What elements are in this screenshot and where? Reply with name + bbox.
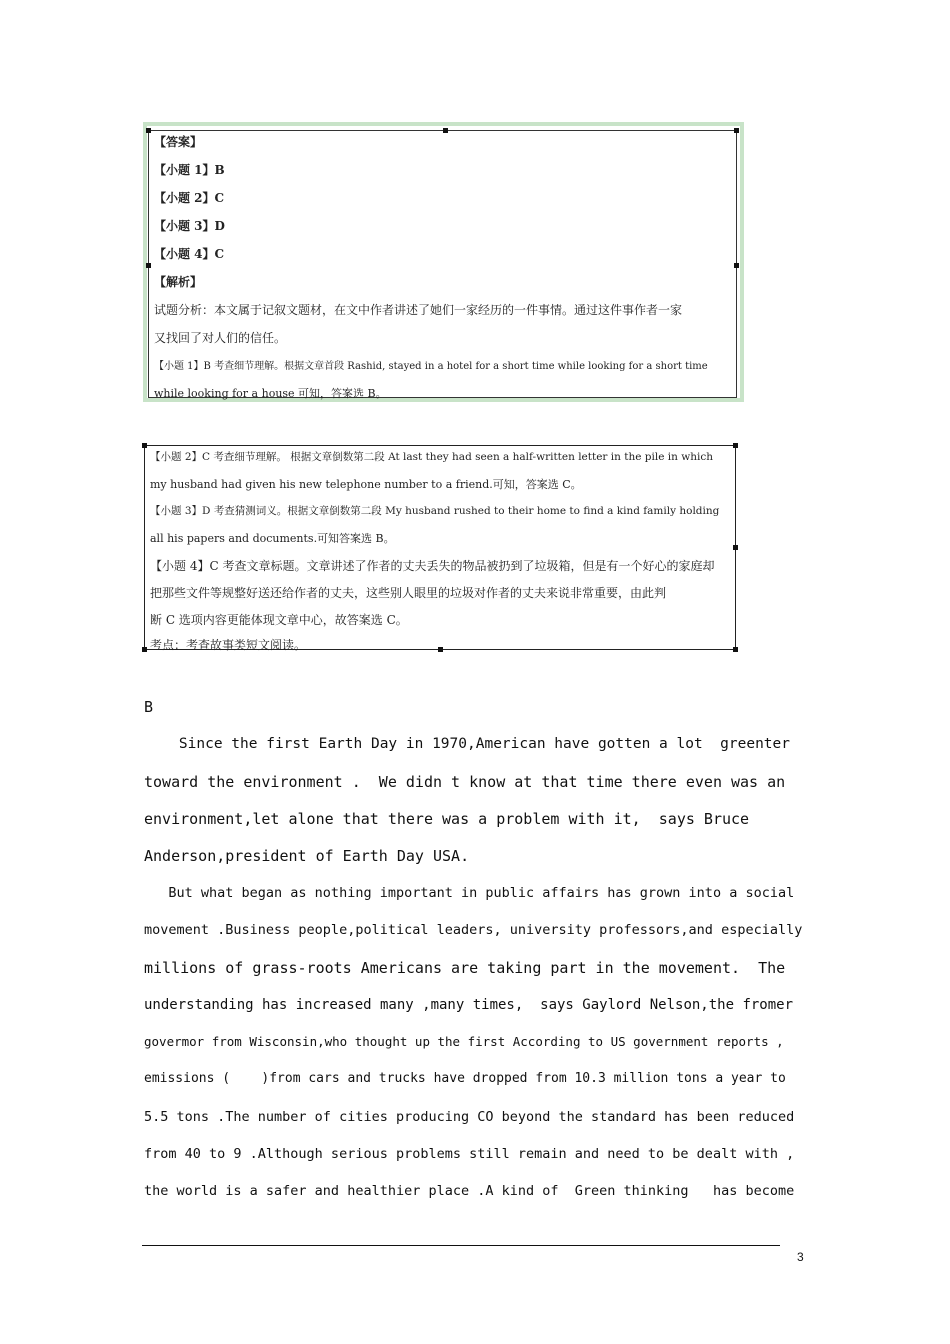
analysis-line: 【小题 1】B 考查细节理解。根据文章首段 Rashid, stayed in a hotel for a short time while looking for a short time xyxy=(154,361,708,372)
answer-box-2 xyxy=(144,445,736,650)
page-number: 3 xyxy=(797,1250,804,1264)
answer-item-2: 【小题 2】C xyxy=(154,191,225,205)
resize-handle[interactable] xyxy=(146,128,151,133)
passage-line: the world is a safer and healthier place .A kind of Green thinking has become xyxy=(144,1183,795,1199)
answer-item-1: 【小题 1】B xyxy=(154,163,225,177)
passage-line: from 40 to 9 .Although serious problems still remain and need to be dealt with , xyxy=(144,1146,795,1162)
passage-line: emissions ( )from cars and trucks have dropped from 10.3 million tons a year to xyxy=(144,1071,786,1086)
answer-item-4: 【小题 4】C xyxy=(154,247,225,261)
answer-box-1 xyxy=(143,122,744,402)
footer-rule xyxy=(142,1245,780,1246)
passage-line: millions of grass-roots Americans are taking part in the movement. The xyxy=(144,959,786,977)
analysis-line: 【小题 4】C 考查文章标题。文章讲述了作者的丈夫丢失的物品被扔到了垃圾箱，但是有一个好心的家庭却 xyxy=(150,559,715,573)
analysis-line: 又找回了对人们的信任。 xyxy=(154,331,287,345)
passage-line: understanding has increased many ,many times, says Gaylord Nelson,the fromer xyxy=(144,997,794,1013)
analysis-line: 把那些文件等规整好送还给作者的丈夫，这些别人眼里的垃圾对作者的丈夫来说非常重要，由此判 xyxy=(150,586,667,600)
passage-line: movement .Business people,political leaders, university professors,and especially xyxy=(144,922,803,938)
resize-handle[interactable] xyxy=(146,263,151,268)
passage-line: 5.5 tons .The number of cities producing CO beyond the standard has been reduced xyxy=(144,1109,795,1125)
analysis-line: my husband had given his new telephone number to a friend.可知，答案选 C。 xyxy=(150,478,582,491)
resize-handle[interactable] xyxy=(734,128,739,133)
analysis-heading: 【解析】 xyxy=(154,275,203,289)
passage-line: Anderson,president of Earth Day USA. xyxy=(144,847,470,865)
resize-handle[interactable] xyxy=(142,443,147,448)
passage-line: toward the environment . We didn t know at that time there even was an xyxy=(144,773,786,791)
passage-line: Since the first Earth Day in 1970,American have gotten a lot greenter xyxy=(144,736,791,752)
resize-handle[interactable] xyxy=(443,128,448,133)
resize-handle[interactable] xyxy=(142,647,147,652)
passage-line: But what began as nothing important in public affairs has grown into a social xyxy=(144,885,795,901)
analysis-line: 断 C 选项内容更能体现文章中心，故答案选 C。 xyxy=(150,613,408,627)
resize-handle[interactable] xyxy=(734,263,739,268)
test-point: 考点：考查故事类短文阅读。 xyxy=(150,638,307,652)
section-letter: B xyxy=(144,698,154,716)
passage-line: govermor from Wisconsin,who thought up the first According to US government reports , xyxy=(144,1034,784,1049)
passage-line: environment,let alone that there was a problem with it, says Bruce xyxy=(144,810,750,828)
analysis-line: 【小题 3】D 考查猜测词义。根据文章倒数第二段 My husband rushed to their home to find a kind family holding xyxy=(150,505,720,517)
resize-handle[interactable] xyxy=(438,647,443,652)
answer-item-3: 【小题 3】D xyxy=(154,219,225,233)
resize-handle[interactable] xyxy=(733,545,738,550)
answer-heading: 【答案】 xyxy=(154,135,203,149)
answer-box-1-frame xyxy=(148,130,737,398)
resize-handle[interactable] xyxy=(733,647,738,652)
analysis-line: 试题分析：本文属于记叙文题材，在文中作者讲述了她们一家经历的一件事情。通过这件事作者一家 xyxy=(154,303,683,317)
analysis-line: while looking for a house 可知，答案选 B。 xyxy=(154,387,387,400)
resize-handle[interactable] xyxy=(733,443,738,448)
analysis-line: 【小题 2】C 考查细节理解。 根据文章倒数第二段 At last they had seen a half-written letter in the pile in which xyxy=(150,451,713,463)
analysis-line: all his papers and documents.可知答案选 B。 xyxy=(150,532,395,545)
